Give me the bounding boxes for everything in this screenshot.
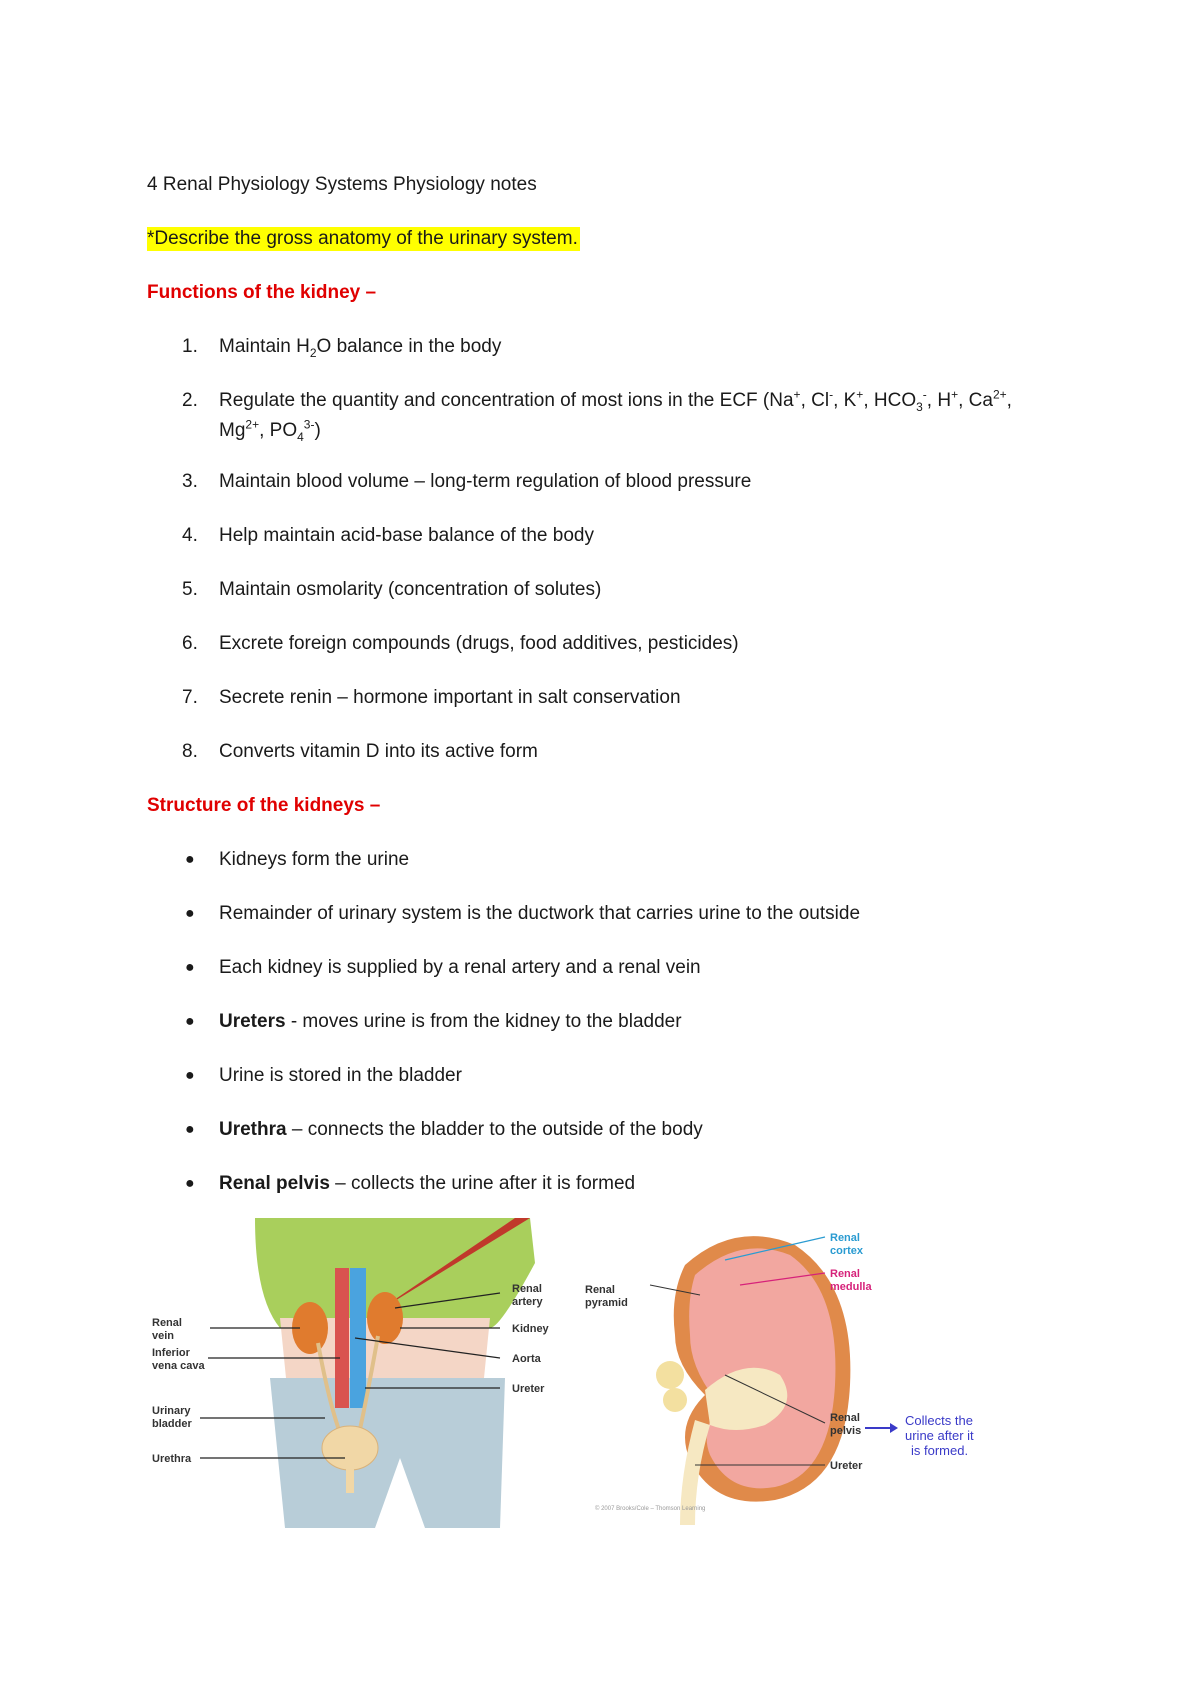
list-number: 8.: [182, 741, 198, 762]
list-number: 2.: [182, 390, 198, 411]
fig1-label: vena cava: [152, 1360, 205, 1372]
cortex-shape: [689, 1248, 835, 1488]
fig1-label: Inferior: [152, 1347, 190, 1359]
collects-note: urine after it: [905, 1428, 974, 1443]
fig1-label: artery: [512, 1296, 543, 1308]
list-number: 5.: [182, 579, 198, 600]
bullet-icon: ●: [185, 1121, 195, 1138]
item-text: Each kidney is supplied by a renal artery and a renal vein: [219, 957, 701, 978]
list-item-continuation: $Mg^{2+}$, $PO_4^{3-}$): [219, 417, 321, 444]
structure-heading: Structure of the kidneys –: [147, 795, 381, 816]
fig1-label: Kidney: [512, 1323, 549, 1335]
fig1-label: Ureter: [512, 1383, 545, 1395]
item-text: – connects the bladder to the outside of the body: [286, 1119, 703, 1140]
fig2-label: Renal: [585, 1284, 615, 1296]
bullet-item: [219, 956, 701, 980]
list-item: Maintain osmolarity (concentration of solutes): [219, 579, 602, 600]
list-item: Maintain blood volume – long-term regulation of blood pressure: [219, 471, 752, 492]
list-number: 3.: [182, 471, 198, 492]
item-text: Kidneys form the urine: [219, 849, 410, 870]
list-number: 1.: [182, 336, 198, 357]
document-title: 4 Renal Physiology Systems Physiology notes: [147, 174, 537, 195]
bullet-icon: ●: [185, 851, 195, 868]
item-text: – collects the urine after it is formed: [329, 1173, 636, 1194]
fig1-label: Renal: [512, 1283, 542, 1295]
fig1-label: Urinary: [152, 1405, 191, 1417]
list-item: Converts vitamin D into its active form: [219, 741, 538, 762]
bullet-icon: ●: [185, 1067, 195, 1084]
bullet-item: [219, 1010, 682, 1034]
arrow-head: [890, 1423, 898, 1433]
fig2-label-cortex: Renal: [830, 1232, 860, 1244]
list-item: Help maintain acid-base balance of the body: [219, 525, 594, 546]
collects-note: is formed.: [911, 1443, 969, 1458]
item-text: Regulate the quantity and concentration of most ions in the ECF (Na: [219, 390, 794, 411]
fat-shape: [656, 1361, 684, 1389]
bladder-shape: [322, 1426, 378, 1470]
item-text: O balance in the body: [316, 336, 502, 357]
list-item: Secrete renin – hormone important in salt conservation: [219, 687, 681, 708]
fig1-label: vein: [152, 1330, 175, 1342]
collects-note: Collects the: [905, 1413, 973, 1428]
kidney-cross-section-figure: [585, 1225, 1035, 1525]
item-text: ): [314, 420, 321, 441]
item-text: Urine is stored in the bladder: [219, 1065, 462, 1086]
bold-term: Ureters: [219, 1011, 286, 1032]
fig2-label: Renal: [830, 1412, 860, 1424]
pants: [270, 1378, 505, 1528]
item-text: Remainder of urinary system is the ductwork that carries urine to the outside: [219, 903, 861, 924]
urinary-system-figure: [152, 1218, 580, 1528]
fig2-label-medulla: Renal: [830, 1268, 860, 1280]
bullet-icon: ●: [185, 1013, 195, 1030]
bullet-icon: ●: [185, 905, 195, 922]
subscript: 2: [309, 345, 317, 360]
list-number: 6.: [182, 633, 198, 654]
bullet-item: [219, 1172, 635, 1196]
list-item: [219, 335, 501, 359]
fat-shape: [663, 1388, 687, 1412]
fig1-label: Aorta: [512, 1353, 541, 1365]
list-number: 4.: [182, 525, 198, 546]
bullet-icon: ●: [185, 959, 195, 976]
fig2-label-medulla: medulla: [830, 1281, 872, 1293]
urethra-shape: [346, 1468, 354, 1493]
highlighted-question: *Describe the gross anatomy of the urinary system.: [147, 228, 578, 249]
bullet-item: [219, 902, 860, 926]
bold-term: Renal pelvis: [219, 1173, 330, 1194]
item-text: Mg: [219, 420, 246, 441]
fig1-label: bladder: [152, 1418, 192, 1430]
fig2-label: pyramid: [585, 1297, 628, 1309]
right-kidney-shape: [367, 1292, 403, 1344]
fig1-label: Urethra: [152, 1453, 192, 1465]
bullet-item: [219, 1118, 703, 1142]
list-number: 7.: [182, 687, 198, 708]
list-item: Excrete foreign compounds (drugs, food additives, pesticides): [219, 633, 739, 654]
fig2-label: pelvis: [830, 1425, 862, 1437]
item-text: - moves urine is from the kidney to the bladder: [285, 1011, 682, 1032]
aorta-shape: [335, 1268, 349, 1408]
list-item: Regulate the quantity and concentration of most ions in the ECF (Na+, Cl-, K+, $HCO_3^-$, H+, $Ca^{2+}$,: [219, 387, 1012, 414]
fig2-label-cortex: cortex: [830, 1245, 864, 1257]
bold-term: Urethra: [219, 1119, 287, 1140]
item-text: Maintain H: [219, 336, 310, 357]
bullet-icon: ●: [185, 1175, 195, 1192]
bullet-item: [219, 848, 409, 872]
figure-credit: © 2007 Brooks/Cole – Thomson Learning: [595, 1506, 706, 1512]
fig1-label: Renal: [152, 1317, 182, 1329]
fig2-label: Ureter: [830, 1460, 863, 1472]
functions-heading: Functions of the kidney –: [147, 282, 377, 303]
bullet-item: [219, 1064, 462, 1088]
